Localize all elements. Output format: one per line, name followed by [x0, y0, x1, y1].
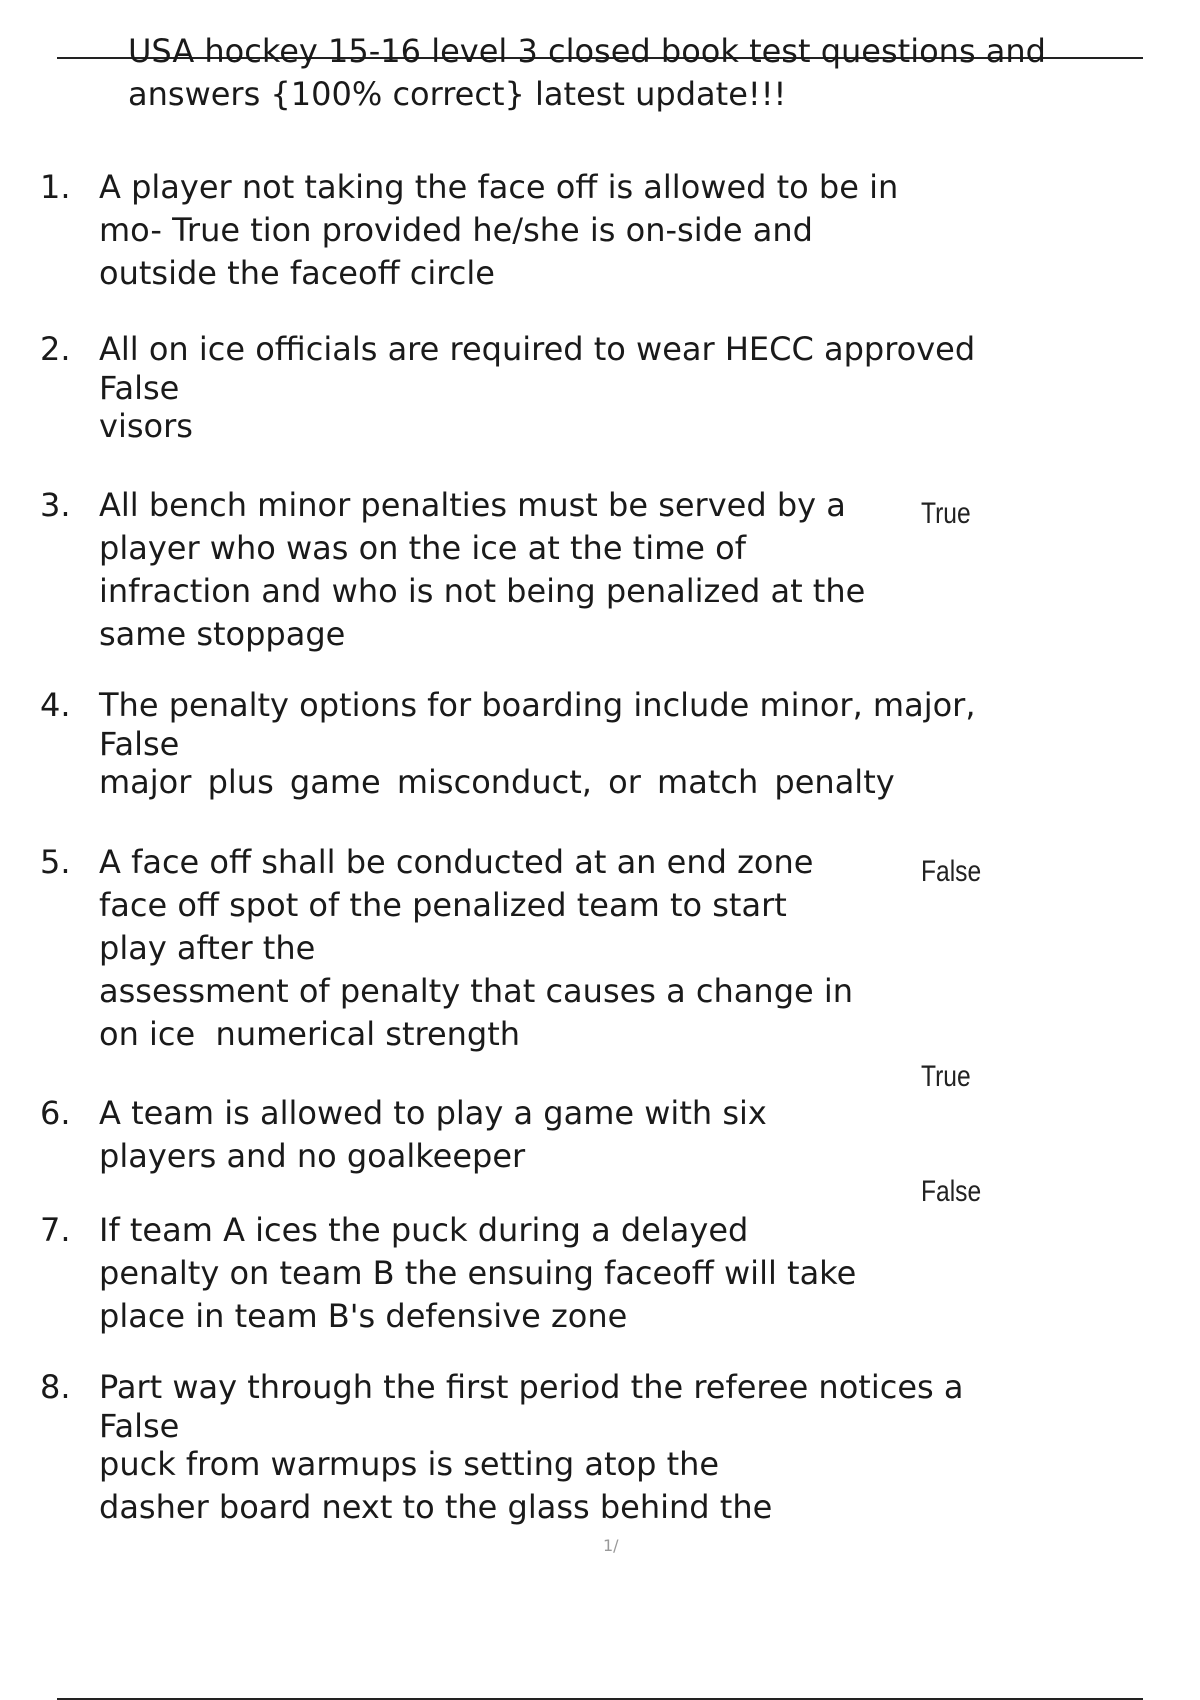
question-text [99, 328, 975, 448]
question-line: dasher board next to the glass behind the [99, 1488, 773, 1526]
question-line: If team A ices the puck during a delayed [99, 1211, 749, 1249]
question-line: False [99, 369, 180, 407]
question-line: A player not taking the face off is allowed to be in [99, 168, 899, 206]
question-line: visors [99, 407, 193, 445]
question-line: same stoppage [99, 615, 346, 653]
question-number: 3. [40, 486, 71, 524]
question-line: infraction and who is not being penalized at the [99, 572, 866, 610]
question-text [99, 1366, 963, 1529]
question-line: major plus game misconduct, or match penalty [99, 763, 895, 801]
question-line: puck from warmups is setting atop the [99, 1445, 720, 1483]
document-title [128, 30, 1128, 116]
question-line: players and no goalkeeper [99, 1137, 526, 1175]
question-line: place in team B's defensive zone [99, 1297, 628, 1335]
answer-label: True [921, 497, 971, 530]
question-line: on ice numerical strength [99, 1015, 521, 1053]
question-line: A team is allowed to play a game with six [99, 1094, 767, 1132]
question-text [99, 484, 865, 656]
question-number: 1. [40, 168, 71, 206]
question-line: player who was on the ice at the time of [99, 529, 746, 567]
question-line: The penalty options for boarding include minor, major, [99, 686, 976, 724]
question-line: play after the [99, 929, 316, 967]
question-text [99, 1209, 856, 1338]
question-line: False [99, 725, 180, 763]
question-line: All bench minor penalties must be served by a [99, 486, 846, 524]
question-line: mo- True tion provided he/she is on-side and [99, 211, 813, 249]
question-text [99, 166, 898, 295]
question-line: A face off shall be conducted at an end zone [99, 843, 814, 881]
question-text [99, 1092, 767, 1178]
answer-label: True [921, 1060, 971, 1093]
question-line: False [99, 1407, 180, 1445]
question-line: Part way through the first period the referee notices a [99, 1368, 964, 1406]
page-number: 1/ [603, 1536, 619, 1555]
title-line-2: answers {100% correct} latest update!!! [128, 75, 787, 113]
question-text [99, 684, 976, 804]
question-number: 8. [40, 1368, 71, 1406]
question-text [99, 841, 853, 1056]
answer-label: False [921, 855, 982, 888]
question-number: 5. [40, 843, 71, 881]
title-line-1: USA hockey 15-16 level 3 closed book test questions and [128, 32, 1046, 70]
answer-label: False [921, 1175, 982, 1208]
question-number: 4. [40, 686, 71, 724]
question-line: penalty on team B the ensuing faceoff will take [99, 1254, 857, 1292]
question-line: All on ice officials are required to wear HECC approved [99, 330, 976, 368]
question-line: face off spot of the penalized team to start [99, 886, 787, 924]
question-number: 7. [40, 1211, 71, 1249]
question-line: outside the faceoff circle [99, 254, 495, 292]
question-line: assessment of penalty that causes a change in [99, 972, 854, 1010]
question-number: 6. [40, 1094, 71, 1132]
question-number: 2. [40, 330, 71, 368]
